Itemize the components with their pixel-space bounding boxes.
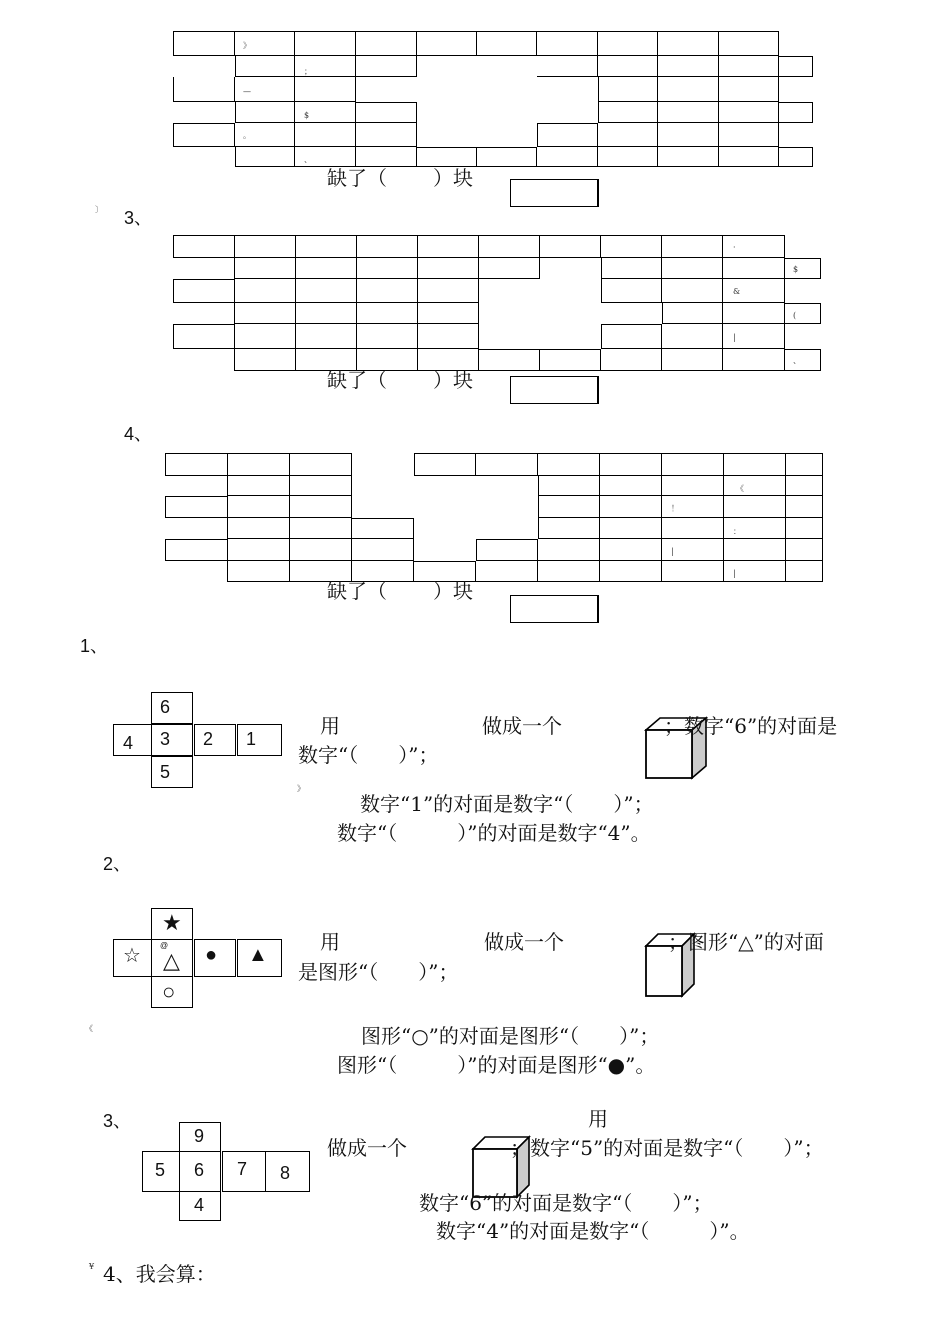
use-word: 用 — [320, 930, 340, 954]
tiny-mark: — — [243, 87, 251, 96]
net-cell: 5 — [155, 1160, 166, 1180]
stray-mark: 《 — [85, 1024, 93, 1033]
tiny-mark: $ — [793, 265, 799, 274]
use-word: 用 — [588, 1107, 608, 1131]
question-line: 数字“1”的对面是数字“（ ）”； — [360, 792, 654, 816]
tiny-mark: | — [671, 547, 674, 556]
net-cell: 7 — [237, 1159, 248, 1179]
question-label: 4、 — [124, 424, 153, 444]
net-cell: ○ — [162, 979, 176, 1004]
net-cell: ● — [205, 944, 218, 966]
use-word: 用 — [320, 714, 340, 738]
question-label: 3、 — [103, 1111, 132, 1131]
stray-mark: 〕 — [95, 205, 103, 214]
make-word: 做成一个 — [327, 1136, 407, 1160]
stray-mark: ¥ — [89, 1262, 95, 1271]
missing-count-prompt: 缺了（ ）块 — [327, 579, 473, 603]
net-cell: 2 — [203, 729, 214, 749]
question-label: 3、 — [124, 208, 153, 228]
section-heading: 4、我会算： — [103, 1262, 216, 1286]
question-tail: ；图形“△”的对面 — [668, 930, 824, 954]
net-cell: ▲ — [248, 944, 268, 966]
tiny-mark: · — [733, 243, 736, 252]
tiny-mark: | — [733, 333, 736, 342]
question-line: 数字“（ ）”的对面是数字“4”。 — [337, 821, 651, 845]
net-cell: 6 — [160, 697, 171, 717]
question-line: 是图形“（ ）”； — [298, 960, 459, 984]
net-cell: 4 — [194, 1195, 205, 1215]
question-line: 图形“（ ）”的对面是图形“●”。 — [337, 1053, 656, 1077]
net-cell: 8 — [280, 1163, 291, 1183]
question-line: 数字“6”的对面是数字“（ ）”； — [419, 1191, 713, 1215]
tiny-mark: 《 — [736, 484, 744, 493]
missing-count-prompt: 缺了（ ）块 — [327, 368, 473, 392]
tiny-mark: ； — [304, 67, 312, 76]
tiny-mark: 、 — [793, 356, 801, 365]
net-mark: @ — [160, 941, 169, 950]
net-cell: 9 — [194, 1126, 205, 1146]
answer-box[interactable] — [510, 179, 599, 207]
missing-count-prompt: 缺了（ ）块 — [327, 166, 473, 190]
net-cell: △ — [163, 948, 180, 973]
tiny-mark: ( — [793, 311, 797, 320]
question-tail: ；数字“6”的对面是 — [664, 714, 838, 738]
tiny-mark: | — [733, 569, 736, 578]
make-word: 做成一个 — [482, 714, 562, 738]
stray-mark: 》 — [297, 784, 305, 793]
answer-box[interactable] — [510, 595, 599, 623]
tiny-mark: ！ — [671, 504, 679, 513]
question-line: 数字“4”的对面是数字“（ ）”。 — [436, 1219, 750, 1243]
net-cell: 5 — [160, 762, 171, 782]
question-label: 2、 — [103, 854, 132, 874]
tiny-mark: 。 — [243, 131, 251, 140]
tiny-mark: $ — [304, 111, 310, 120]
net-cell: 4 — [123, 733, 134, 753]
net-cell: 1 — [246, 729, 257, 749]
net-cell: ★ — [162, 910, 182, 935]
tiny-mark: 》 — [243, 41, 251, 50]
net-cell: 6 — [194, 1160, 205, 1180]
question-line: 图形“○”的对面是图形“（ ）”； — [361, 1024, 660, 1048]
question-line: 数字“（ ）”； — [298, 743, 439, 767]
question-tail: ；数字“5”的对面是数字“（ ）”； — [510, 1136, 824, 1160]
question-label: 1、 — [80, 636, 109, 656]
tiny-mark: 、 — [304, 155, 312, 164]
make-word: 做成一个 — [484, 930, 564, 954]
net-cell: ☆ — [123, 945, 141, 967]
tiny-mark: & — [733, 287, 741, 296]
answer-box[interactable] — [510, 376, 599, 404]
net-cell: 3 — [160, 729, 171, 749]
tiny-mark: ： — [733, 527, 741, 536]
